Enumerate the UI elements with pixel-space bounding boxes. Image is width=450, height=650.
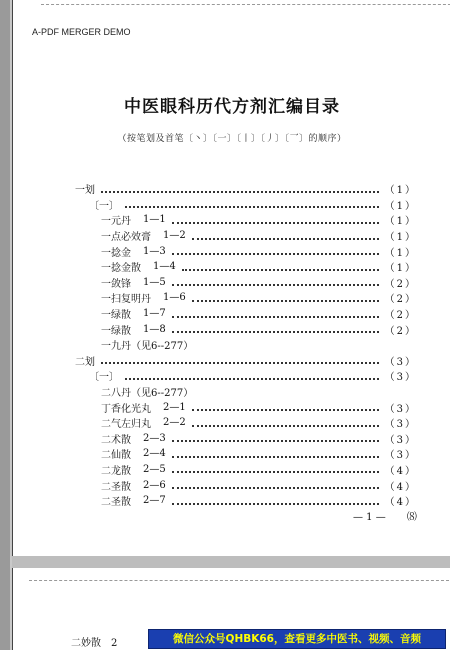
toc-section-heading[interactable] bbox=[75, 181, 417, 197]
toc-entry-code: 2—7 bbox=[143, 495, 166, 507]
toc-dot-leader bbox=[172, 331, 379, 333]
toc-entry-page: （2） bbox=[384, 294, 417, 306]
toc-dot-leader bbox=[125, 206, 379, 208]
watermark-text: A-PDF MERGER DEMO bbox=[32, 27, 131, 37]
toc-entry-code: 1—2 bbox=[163, 230, 186, 242]
toc-dot-leader bbox=[182, 269, 379, 271]
toc-entry-label: 〔一〕 bbox=[89, 200, 119, 212]
toc-entry-label: 二圣散 bbox=[101, 497, 131, 509]
toc-entry-page: （1） bbox=[384, 200, 417, 212]
toc-dot-leader bbox=[172, 471, 379, 473]
toc-row-partial: 二妙散 2 bbox=[71, 638, 118, 649]
toc-entry[interactable] bbox=[75, 446, 417, 462]
toc-entry-page: （4） bbox=[384, 465, 417, 477]
toc-entry-page: （4） bbox=[384, 481, 417, 493]
promo-banner[interactable]: 微信公众号QHBK66，查看更多中医书、视频、音频 bbox=[148, 629, 446, 649]
toc-dot-leader bbox=[172, 253, 379, 255]
toc-entry[interactable] bbox=[75, 337, 417, 353]
toc-entry-page: （1） bbox=[384, 216, 417, 228]
toc-dot-leader bbox=[172, 503, 379, 505]
toc-dot-leader bbox=[192, 425, 379, 427]
toc-entry[interactable] bbox=[75, 415, 417, 431]
toc-entry[interactable] bbox=[75, 228, 417, 244]
toc-dot-leader bbox=[192, 300, 379, 302]
toc-entry-page: （1） bbox=[384, 263, 417, 275]
toc-entry-code: 1—1 bbox=[143, 214, 166, 226]
toc-entry-label: 二八丹（见6--277） bbox=[101, 388, 194, 400]
toc-entry[interactable] bbox=[75, 290, 417, 306]
toc-dot-leader bbox=[172, 316, 379, 318]
toc-entry-label: 一划 bbox=[75, 185, 95, 197]
toc-entry-label: 一点必效膏 bbox=[101, 232, 151, 244]
toc-entry[interactable] bbox=[75, 462, 417, 478]
page-title: 中医眼科历代方剂汇编目录 bbox=[124, 97, 340, 117]
toc-entry-code: 2—2 bbox=[163, 417, 186, 429]
toc-entry-label: 一捻金散 bbox=[101, 263, 141, 275]
toc-dot-leader bbox=[172, 222, 379, 224]
toc-entry-page: （1） bbox=[384, 185, 417, 197]
toc-entry-code: 2—4 bbox=[143, 448, 166, 460]
toc-subsection-heading[interactable] bbox=[75, 197, 417, 213]
toc-dot-leader bbox=[172, 456, 379, 458]
toc-entry[interactable] bbox=[75, 243, 417, 259]
toc-dot-leader bbox=[101, 191, 379, 193]
toc-entry-page: （3） bbox=[384, 419, 417, 431]
toc-entry-label: 一九丹（见6--277） bbox=[101, 341, 194, 353]
toc-entry[interactable] bbox=[75, 275, 417, 291]
toc-entry-code: 1—6 bbox=[163, 292, 186, 304]
toc-entry-label: 二划 bbox=[75, 356, 95, 368]
toc-entry-label: 二气左归丸 bbox=[101, 419, 151, 431]
toc-entry-code: 2—1 bbox=[163, 401, 186, 413]
toc-subsection-heading[interactable] bbox=[75, 368, 417, 384]
toc-entry-page: （2） bbox=[384, 278, 417, 290]
pdf-page-1 bbox=[12, 0, 450, 556]
toc-entry-code: 2—5 bbox=[143, 463, 166, 475]
toc-entry-code: 2—3 bbox=[143, 432, 166, 444]
toc-entry-label: 二仙散 bbox=[101, 450, 131, 462]
toc-dot-leader bbox=[125, 378, 379, 380]
toc-section-heading[interactable] bbox=[75, 353, 417, 369]
toc-entry-label: 二龙散 bbox=[101, 465, 131, 477]
toc-entry-page: （3） bbox=[384, 434, 417, 446]
toc-entry-page: （2） bbox=[384, 310, 417, 322]
toc-entry-code: 1—8 bbox=[143, 323, 166, 335]
toc-entry-label: 一扫复明丹 bbox=[101, 294, 151, 306]
toc-entry[interactable] bbox=[75, 259, 417, 275]
toc-entry-code: 1—7 bbox=[143, 308, 166, 320]
toc-entry-page: （1） bbox=[384, 232, 417, 244]
toc-entry[interactable] bbox=[75, 477, 417, 493]
toc-entry-page: （4） bbox=[384, 497, 417, 509]
toc-entry[interactable] bbox=[75, 384, 417, 400]
page-subtitle: （按笔划及首笔〔丶〕〔一〕〔丨〕〔丿〕〔乛〕的顺序） bbox=[117, 134, 347, 144]
toc-entry[interactable] bbox=[75, 321, 417, 337]
toc-dot-leader bbox=[192, 409, 379, 411]
toc-entry-label: 一绿散 bbox=[101, 325, 131, 337]
toc-entry-label: 二术散 bbox=[101, 434, 131, 446]
page-footer bbox=[353, 508, 417, 523]
toc-dot-leader bbox=[192, 238, 379, 240]
toc-entry-page: （3） bbox=[384, 372, 417, 384]
toc-entry-label: 一捻金 bbox=[101, 247, 131, 259]
toc-entry-label: 〔一〕 bbox=[89, 372, 119, 384]
toc-entry-page: （3） bbox=[384, 450, 417, 462]
toc-dot-leader bbox=[172, 487, 379, 489]
toc-entry-label: 二圣散 bbox=[101, 481, 131, 493]
toc-entry-label: 一敛锋 bbox=[101, 278, 131, 290]
page-mark: ⑻ bbox=[406, 512, 417, 523]
toc-entry-code: 1—3 bbox=[143, 245, 166, 257]
toc-entry-page: （3） bbox=[384, 356, 417, 368]
toc-entry-label: 一元丹 bbox=[101, 216, 131, 228]
page-top-dashed-rule bbox=[29, 580, 449, 581]
page-gap bbox=[12, 556, 450, 568]
toc-entry-label: 丁香化光丸 bbox=[101, 403, 151, 415]
toc-dot-leader bbox=[172, 284, 379, 286]
toc-entry[interactable] bbox=[75, 306, 417, 322]
toc-entry[interactable] bbox=[75, 431, 417, 447]
viewer-left-rail bbox=[0, 0, 10, 650]
page-number: — 1 — bbox=[353, 512, 386, 523]
toc-entry-page: （1） bbox=[384, 247, 417, 259]
toc-entry-code: 1—5 bbox=[143, 276, 166, 288]
toc-dot-leader bbox=[172, 440, 379, 442]
toc-dot-leader bbox=[101, 362, 379, 364]
toc-entry[interactable] bbox=[75, 493, 417, 509]
toc-entry-code: 1—4 bbox=[153, 261, 176, 273]
page-top-dashed-rule bbox=[41, 4, 450, 5]
toc-entry-code: 2—6 bbox=[143, 479, 166, 491]
toc-entry[interactable] bbox=[75, 212, 417, 228]
toc-entry-label: 一绿散 bbox=[101, 310, 131, 322]
table-of-contents bbox=[75, 181, 417, 508]
toc-entry-page: （2） bbox=[384, 325, 417, 337]
toc-entry[interactable] bbox=[75, 399, 417, 415]
toc-entry-page: （3） bbox=[384, 403, 417, 415]
